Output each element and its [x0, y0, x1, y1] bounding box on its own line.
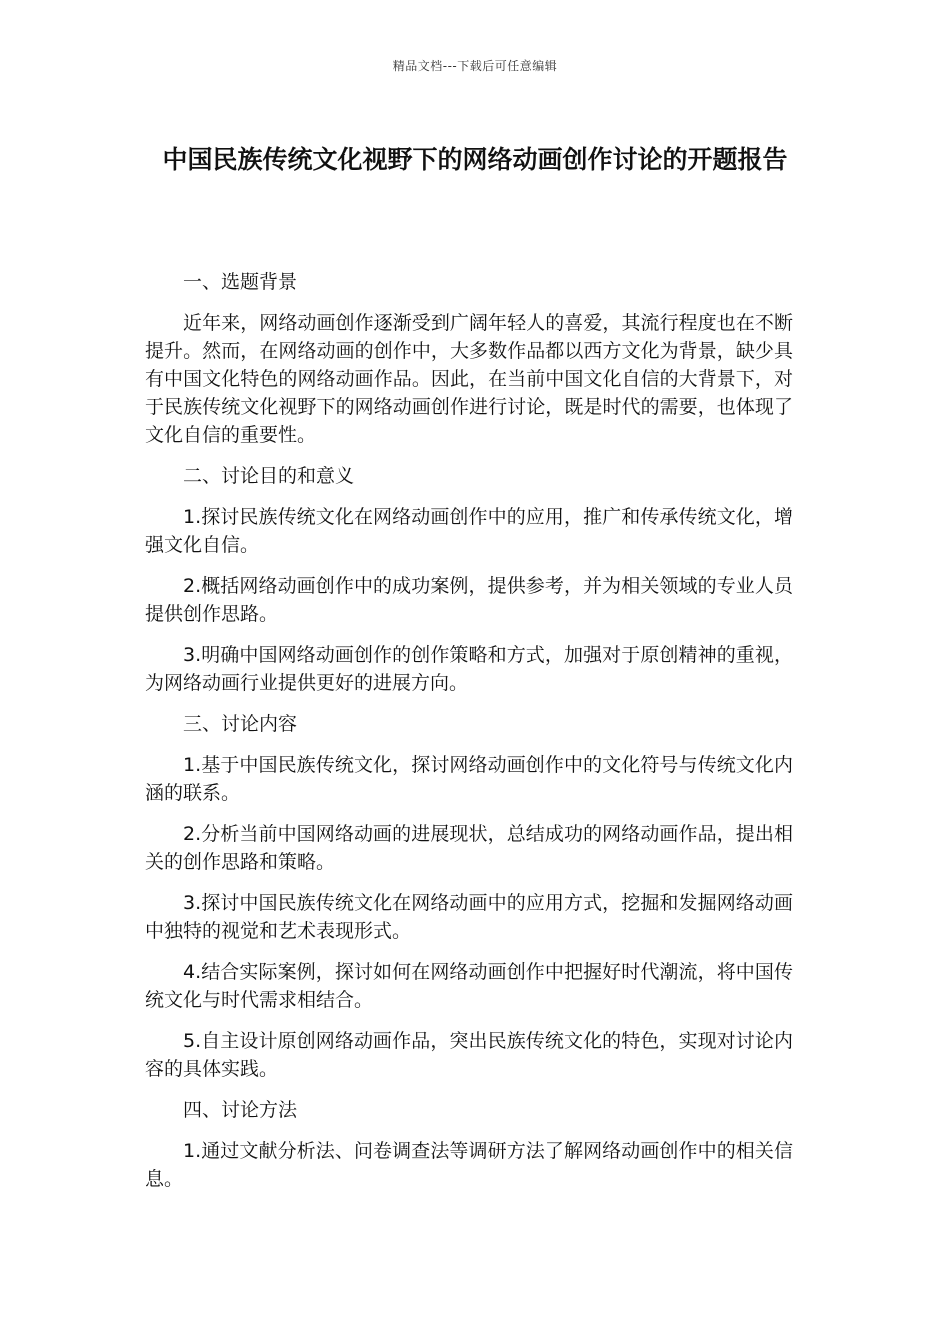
document-body — [145, 268, 793, 1206]
header-note: 精品文档---下载后可任意编辑 — [392, 59, 558, 73]
section-heading-content: 三、讨论内容 — [183, 713, 298, 735]
paragraph: 3.明确中国网络动画创作的创作策略和方式，加强对于原创精神的重视，为网络动画行业提供更好的进展方向。 — [145, 644, 793, 694]
paragraph: 2.概括网络动画创作中的成功案例，提供参考，并为相关领域的专业人员提供创作思路。 — [145, 575, 793, 625]
paragraph: 4.结合实际案例，探讨如何在网络动画创作中把握好时代潮流，将中国传统文化与时代需求相结合。 — [145, 961, 793, 1011]
paragraph: 1.基于中国民族传统文化，探讨网络动画创作中的文化符号与传统文化内涵的联系。 — [145, 754, 793, 804]
paragraph: 5.自主设计原创网络动画作品，突出民族传统文化的特色，实现对讨论内容的具体实践。 — [145, 1030, 793, 1080]
section-heading-background: 一、选题背景 — [183, 271, 298, 293]
paragraph: 1.通过文献分析法、问卷调查法等调研方法了解网络动画创作中的相关信息。 — [145, 1140, 793, 1190]
paragraph: 近年来，网络动画创作逐渐受到广阔年轻人的喜爱，其流行程度也在不断提升。然而，在网络动画的创作中，大多数作品都以西方文化为背景，缺少具有中国文化特色的网络动画作品。因此，在当前中国文化自信的大背景下，对于民族传统文化视野下的网络动画创作进行讨论，既是时代的需要，也体现了文化自信的重要性。 — [145, 312, 793, 446]
paragraph: 1.探讨民族传统文化在网络动画创作中的应用，推广和传承传统文化，增强文化自信。 — [145, 506, 793, 556]
section-heading-purpose: 二、讨论目的和意义 — [183, 465, 355, 487]
document-title: 中国民族传统文化视野下的网络动画创作讨论的开题报告 — [162, 145, 788, 174]
paragraph: 2.分析当前中国网络动画的进展现状，总结成功的网络动画作品，提出相关的创作思路和策略。 — [145, 823, 793, 873]
section-heading-method: 四、讨论方法 — [183, 1099, 298, 1121]
paragraph: 3.探讨中国民族传统文化在网络动画中的应用方式，挖掘和发掘网络动画中独特的视觉和艺术表现形式。 — [145, 892, 793, 942]
